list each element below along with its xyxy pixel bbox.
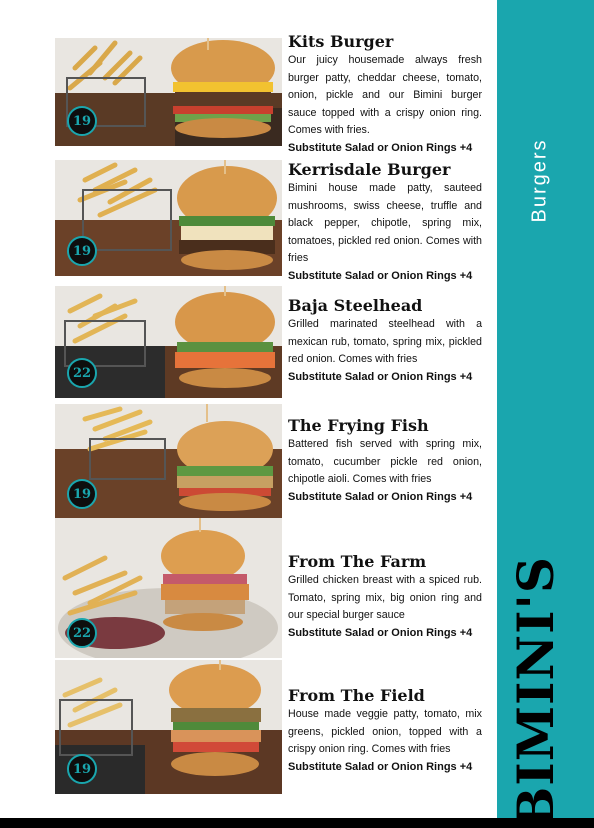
burger-photo bbox=[55, 660, 282, 794]
item-substitute: Substitute Salad or Onion Rings +4 bbox=[288, 370, 473, 383]
item-substitute: Substitute Salad or Onion Rings +4 bbox=[288, 760, 473, 773]
item-name: Kits Burger bbox=[288, 32, 394, 51]
menu-item-baja-steelhead bbox=[0, 296, 497, 416]
price-badge: 19 bbox=[67, 754, 97, 784]
price-badge: 22 bbox=[67, 618, 97, 648]
burger-photo bbox=[55, 518, 282, 658]
item-name: Baja Steelhead bbox=[288, 296, 423, 315]
item-name: From The Farm bbox=[288, 552, 427, 571]
item-text bbox=[288, 686, 488, 776]
section-label bbox=[520, 120, 560, 240]
item-text bbox=[288, 160, 488, 285]
burger-photo bbox=[55, 286, 282, 398]
item-text bbox=[288, 32, 488, 157]
item-substitute: Substitute Salad or Onion Rings +4 bbox=[288, 141, 473, 154]
burger-photo bbox=[55, 404, 282, 519]
menu-item-kerrisdale-burger bbox=[0, 160, 497, 280]
item-text bbox=[288, 416, 488, 506]
menu-item-from-the-field bbox=[0, 686, 497, 806]
burger-photo bbox=[55, 38, 282, 146]
brand-logo bbox=[495, 555, 575, 828]
item-description: Bimini house made patty, sauteed mushrooms, swiss cheese, truffle and black pepper, chipotle, spring mix, tomatoes, pickled red onion. Comes with fries bbox=[288, 182, 482, 264]
item-text bbox=[288, 552, 488, 642]
item-description: Grilled marinated steelhead with a mexican rub, tomato, spring mix, pickled red onion. Comes with fries bbox=[288, 318, 482, 365]
price-badge: 19 bbox=[67, 106, 97, 136]
menu-item-kits-burger bbox=[0, 32, 497, 152]
burger-photo bbox=[55, 160, 282, 276]
item-name: The Frying Fish bbox=[288, 416, 429, 435]
brand-name: BIMINI'S bbox=[505, 555, 565, 828]
item-substitute: Substitute Salad or Onion Rings +4 bbox=[288, 269, 473, 282]
price-badge: 19 bbox=[67, 236, 97, 266]
item-description: Our juicy housemade always fresh burger patty, cheddar cheese, tomato, onion, pickle and our Bimini burger sauce topped with a crispy onion ring. Comes with fries. bbox=[288, 54, 482, 136]
item-description: House made veggie patty, tomato, mix greens, pickled onion, topped with a crispy onion ring. Comes with fries bbox=[288, 708, 482, 755]
item-description: Battered fish served with spring mix, tomato, cucumber pickle red onion, chipotle aioli. Comes with fries bbox=[288, 438, 482, 485]
menu-item-from-the-farm bbox=[0, 552, 497, 672]
item-substitute: Substitute Salad or Onion Rings +4 bbox=[288, 490, 473, 503]
item-name: From The Field bbox=[288, 686, 425, 705]
item-description: Grilled chicken breast with a spiced rub. Tomato, spring mix, big onion ring and our special burger sauce bbox=[288, 574, 482, 621]
item-name: Kerrisdale Burger bbox=[288, 160, 451, 179]
item-text bbox=[288, 296, 488, 386]
item-substitute: Substitute Salad or Onion Rings +4 bbox=[288, 626, 473, 639]
price-badge: 19 bbox=[67, 479, 97, 509]
price-badge: 22 bbox=[67, 358, 97, 388]
section-label-text: Burgers bbox=[528, 137, 551, 223]
